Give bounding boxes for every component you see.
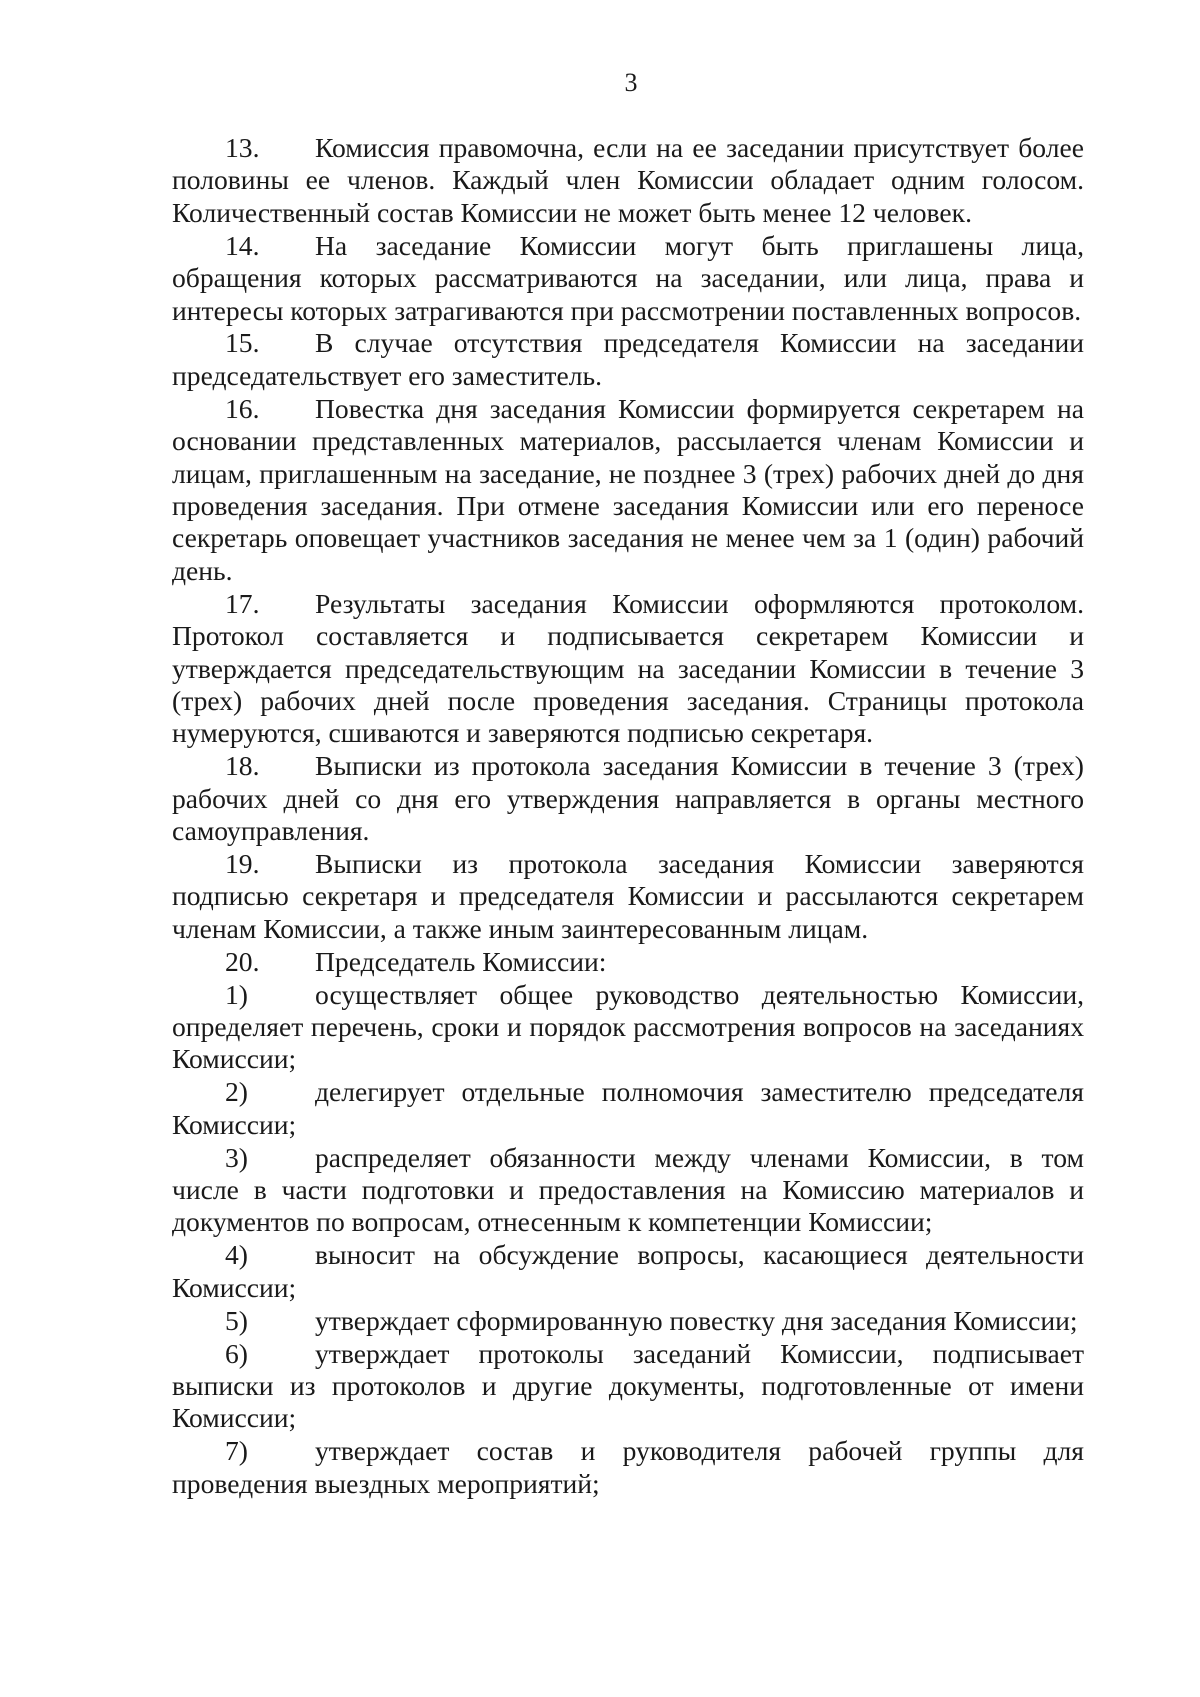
paragraph-15 xyxy=(172,327,1084,392)
paragraph-number: 20. xyxy=(225,945,260,977)
subitem-7 xyxy=(172,1435,1084,1500)
subitem-text: выносит на обсуждение вопросы, касающиеся деятельности Комиссии; xyxy=(172,1239,1084,1303)
subitem-number: 3) xyxy=(225,1141,248,1173)
paragraph-number: 19. xyxy=(225,847,260,879)
paragraph-19 xyxy=(172,848,1084,945)
subitem-text: распределяет обязанности между членами Комиссии, в том числе в части подготовки и предоставления на Комиссию материалов и документов по вопросам, отнесенным к компетенции Комиссии; xyxy=(172,1141,1084,1238)
subitem-text: делегирует отдельные полномочия заместителю председателя Комиссии; xyxy=(172,1076,1084,1140)
subitem-text: осуществляет общее руководство деятельностью Комиссии, определяет перечень, сроки и порядок рассмотрения вопросов на заседаниях Комиссии; xyxy=(172,978,1084,1075)
paragraph-text: Повестка дня заседания Комиссии формируется секретарем на основании представленных материалов, рассылается членам Комиссии и лицам, приглашенным на заседание, не позднее 3 (трех) рабочих дней до дня проведения заседания. При отмене заседания Комиссии или его переносе секретарь оповещает участников заседания не менее чем за 1 (один) рабочий день. xyxy=(172,392,1084,586)
subitem-3 xyxy=(172,1142,1084,1239)
paragraph-14 xyxy=(172,230,1084,327)
subitem-text: утверждает протоколы заседаний Комиссии, подписывает выписки из протоколов и другие документы, подготовленные от имени Комиссии; xyxy=(172,1337,1084,1434)
subitem-text: утверждает состав и руководителя рабочей группы для проведения выездных мероприятий; xyxy=(172,1435,1084,1499)
subitem-number: 5) xyxy=(225,1304,248,1336)
paragraph-20 xyxy=(172,946,1084,978)
paragraph-number: 15. xyxy=(225,327,260,359)
document-body xyxy=(172,132,1084,1500)
paragraph-text: Выписки из протокола заседания Комиссии заверяются подписью секретаря и председателя Комиссии и рассылаются секретарем членам Комиссии, а также иным заинтересованным лицам. xyxy=(172,847,1084,944)
paragraph-17 xyxy=(172,588,1084,750)
paragraph-number: 16. xyxy=(225,392,260,424)
paragraph-text: Выписки из протокола заседания Комиссии в течение 3 (трех) рабочих дней со дня его утверждения направляется в органы местного самоуправления. xyxy=(172,750,1084,847)
paragraph-18 xyxy=(172,750,1084,847)
paragraph-text: Комиссия правомочна, если на ее заседании присутствует более половины ее членов. Каждый член Комиссии обладает одним голосом. Количественный состав Комиссии не может быть менее 12 человек. xyxy=(172,132,1084,228)
paragraph-13 xyxy=(172,132,1084,229)
subitem-6 xyxy=(172,1338,1084,1435)
subitem-4 xyxy=(172,1239,1084,1304)
paragraph-number: 18. xyxy=(225,750,260,782)
paragraph-text: Председатель Комиссии: xyxy=(315,945,607,977)
subitem-text: утверждает сформированную повестку дня заседания Комиссии; xyxy=(315,1304,1078,1336)
paragraph-number: 14. xyxy=(225,229,260,261)
subitem-number: 1) xyxy=(225,978,248,1010)
page-number: 3 xyxy=(624,68,638,97)
paragraph-number: 13. xyxy=(225,132,260,163)
subitem-1 xyxy=(172,979,1084,1076)
subitem-5 xyxy=(172,1305,1084,1337)
paragraph-16 xyxy=(172,393,1084,587)
subitem-number: 4) xyxy=(225,1239,248,1271)
paragraph-text: На заседание Комиссии могут быть приглашены лица, обращения которых рассматриваются на заседании, или лица, права и интересы которых затрагиваются при рассмотрении поставленных вопросов. xyxy=(172,229,1084,326)
subitem-number: 2) xyxy=(225,1076,248,1108)
subitem-number: 6) xyxy=(225,1337,248,1369)
paragraph-text: Результаты заседания Комиссии оформляются протоколом. Протокол составляется и подписывается секретарем Комиссии и утверждается председательствующим на заседании Комиссии в течение 3 (трех) рабочих дней после проведения заседания. Страницы протокола нумеруются, сшиваются и заверяются подписью секретаря. xyxy=(172,587,1084,749)
paragraph-text: В случае отсутствия председателя Комиссии на заседании председательствует его заместитель. xyxy=(172,327,1084,391)
paragraph-number: 17. xyxy=(225,587,260,619)
subitem-2 xyxy=(172,1076,1084,1141)
subitem-number: 7) xyxy=(225,1435,248,1467)
